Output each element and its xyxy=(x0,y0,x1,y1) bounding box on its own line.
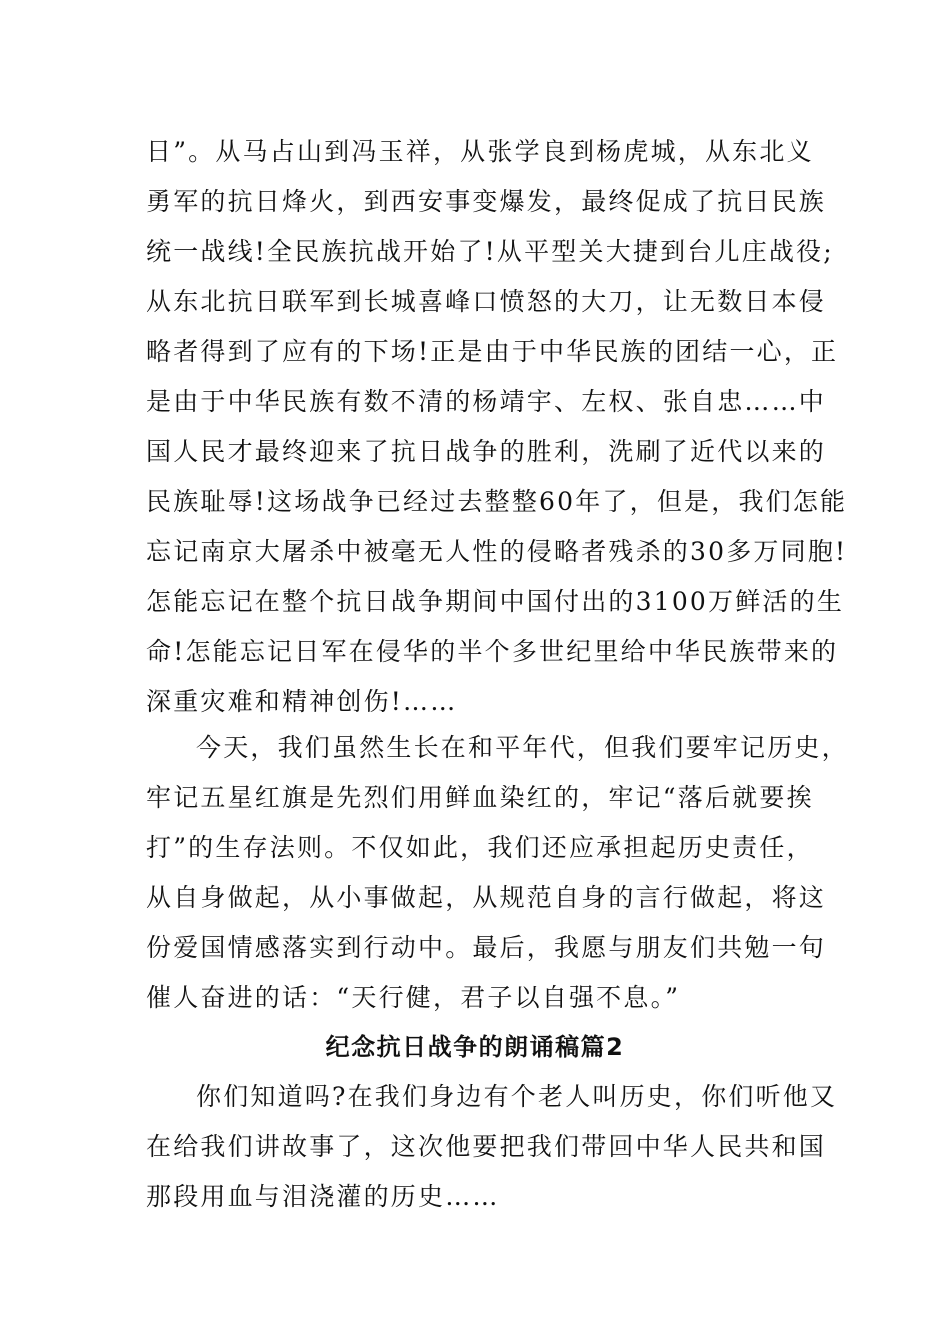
paragraph-line: 统一战线!全民族抗战开始了!从平型关大捷到台儿庄战役; xyxy=(146,237,834,266)
paragraph-line: 日”。从马占山到冯玉祥，从张学良到杨虎城，从东北义 xyxy=(146,137,814,166)
paragraph-line: 从自身做起，从小事做起，从规范自身的言行做起，将这 xyxy=(146,883,827,912)
paragraph-line: 略者得到了应有的下场!正是由于中华民族的团结一心，正 xyxy=(146,337,839,366)
paragraph-line: 那段用血与泪浇灌的历史…… xyxy=(146,1182,500,1211)
paragraph-line: 份爱国情感落实到行动中。最后，我愿与朋友们共勉一句 xyxy=(146,933,827,962)
paragraph-line: 在给我们讲故事了，这次他要把我们带回中华人民共和国 xyxy=(146,1132,827,1161)
paragraph-line: 命!怎能忘记日军在侵华的半个多世纪里给中华民族带来的 xyxy=(146,637,839,666)
paragraph-line: 是由于中华民族有数不清的杨靖宇、左权、张自忠……中 xyxy=(146,387,827,416)
paragraph-line: 国人民才最终迎来了抗日战争的胜利，洗刷了近代以来的 xyxy=(146,437,827,466)
paragraph-line: 今天，我们虽然生长在和平年代，但我们要牢记历史， xyxy=(196,733,849,762)
paragraph-line: 催人奋进的话：“天行健，君子以自强不息。” xyxy=(146,983,681,1012)
paragraph-line: 牢记五星红旗是先烈们用鲜血染红的，牢记“落后就要挨 xyxy=(146,783,814,812)
paragraph-1 xyxy=(146,127,848,727)
paragraph-line: 你们知道吗?在我们身边有个老人叫历史，你们听他又 xyxy=(196,1082,838,1111)
paragraph-line: 打”的生存法则。不仅如此，我们还应承担起历史责任， xyxy=(146,833,814,862)
section-heading: 纪念抗日战争的朗诵稿篇2 xyxy=(325,1033,625,1061)
paragraph-line: 忘记南京大屠杀中被毫无人性的侵略者残杀的30多万同胞! xyxy=(146,537,848,566)
paragraph-line: 勇军的抗日烽火，到西安事变爆发，最终促成了抗日民族 xyxy=(146,187,827,216)
paragraph-line: 深重灾难和精神创伤!…… xyxy=(146,687,458,716)
paragraph-line: 民族耻辱!这场战争已经过去整整60年了，但是，我们怎能 xyxy=(146,487,848,516)
paragraph-2 xyxy=(146,723,849,1023)
paragraph-3 xyxy=(146,1072,836,1222)
paragraph-line: 怎能忘记在整个抗日战争期间中国付出的3100万鲜活的生 xyxy=(146,587,845,616)
paragraph-line: 从东北抗日联军到长城喜峰口愤怒的大刀，让无数日本侵 xyxy=(146,287,827,316)
